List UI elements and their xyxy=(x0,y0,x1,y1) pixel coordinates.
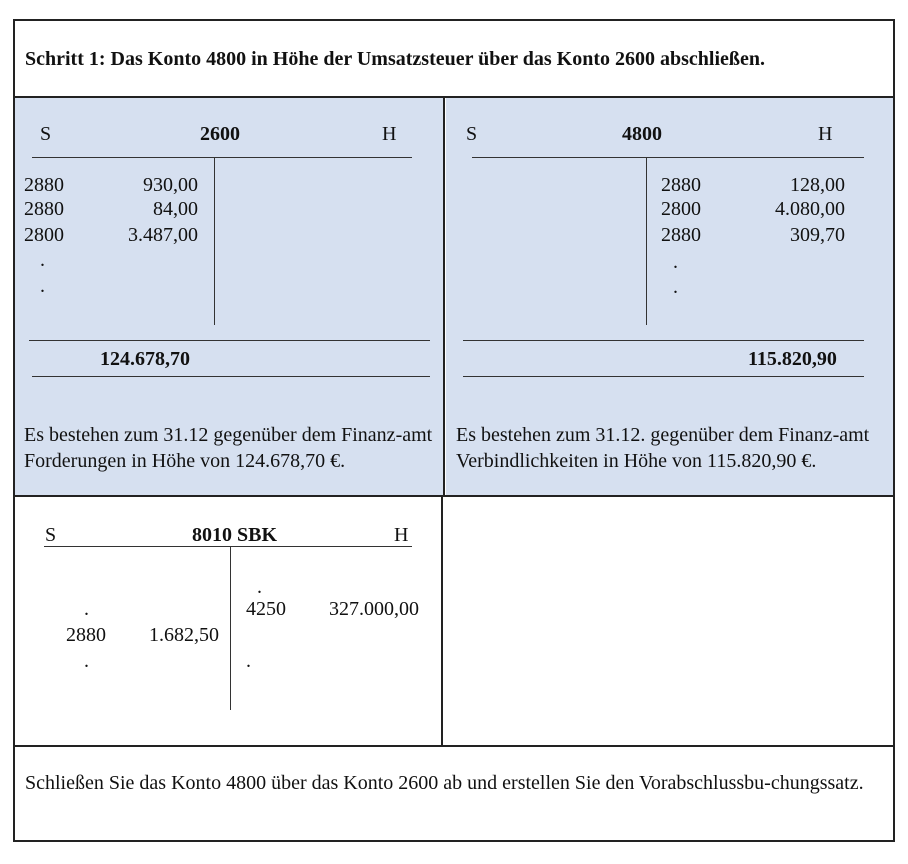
account-ref: 2800 xyxy=(661,198,701,220)
grid-line xyxy=(443,97,445,496)
soll-label: S xyxy=(466,123,478,145)
account-number: 4800 xyxy=(622,123,662,145)
sum-rule-bottom xyxy=(463,376,864,377)
account-ref: 2880 xyxy=(66,624,106,646)
sum-value: 115.820,90 xyxy=(748,348,837,370)
ellipsis-dot: . xyxy=(40,275,45,297)
ellipsis-dot: . xyxy=(257,576,262,598)
task-instruction: Schließen Sie das Konto 4800 über das Konto 2600 ab und erstellen Sie den Vorabschlussbu-chungssatz. xyxy=(25,772,864,794)
amount: 930,00 xyxy=(143,174,198,196)
page-title: Schritt 1: Das Konto 4800 in Höhe der Umsatzsteuer über das Konto 2600 abschließen. xyxy=(25,48,766,70)
grid-line xyxy=(13,745,895,747)
amount: 309,70 xyxy=(790,224,845,246)
grid-line xyxy=(13,96,895,98)
grid-line xyxy=(13,495,895,497)
amount: 327.000,00 xyxy=(329,598,419,620)
amount: 1.682,50 xyxy=(149,624,219,646)
haben-label: H xyxy=(382,123,397,145)
account-ref: 4250 xyxy=(246,598,286,620)
account-number: 8010 SBK xyxy=(192,524,278,546)
account-ref: 2880 xyxy=(661,174,701,196)
t-account-divider xyxy=(214,157,215,325)
ellipsis-dot: . xyxy=(246,650,251,672)
description-text: Es bestehen zum 31.12. gegenüber dem Finanz-amt Verbindlichkeiten in Höhe von 115.820,90 €. xyxy=(456,424,870,472)
sum-rule-bottom xyxy=(32,376,430,377)
soll-label: S xyxy=(45,524,57,546)
t-account-divider xyxy=(646,157,647,325)
account-ref: 2800 xyxy=(24,224,64,246)
ellipsis-dot: . xyxy=(40,249,45,271)
sum-rule-top xyxy=(29,340,430,341)
ellipsis-dot: . xyxy=(84,598,89,620)
t-account-rule xyxy=(472,157,864,158)
account-ref: 2880 xyxy=(24,198,64,220)
amount: 84,00 xyxy=(153,198,198,220)
t-account-rule xyxy=(44,546,412,547)
ellipsis-dot: . xyxy=(673,251,678,273)
account-ref: 2880 xyxy=(24,174,64,196)
sum-rule-top xyxy=(463,340,864,341)
t-account-divider xyxy=(230,546,231,710)
soll-label: S xyxy=(40,123,52,145)
t-account-rule xyxy=(32,157,412,158)
amount: 128,00 xyxy=(790,174,845,196)
account-number: 2600 xyxy=(200,123,240,145)
haben-label: H xyxy=(394,524,409,546)
sum-value: 124.678,70 xyxy=(100,348,190,370)
amount: 4.080,00 xyxy=(775,198,845,220)
account-ref: 2880 xyxy=(661,224,701,246)
haben-label: H xyxy=(818,123,833,145)
grid-line xyxy=(441,496,443,746)
ellipsis-dot: . xyxy=(673,276,678,298)
ellipsis-dot: . xyxy=(84,650,89,672)
description-text: Es bestehen zum 31.12 gegenüber dem Finanz-amt Forderungen in Höhe von 124.678,70 €. xyxy=(24,424,433,472)
amount: 3.487,00 xyxy=(128,224,198,246)
